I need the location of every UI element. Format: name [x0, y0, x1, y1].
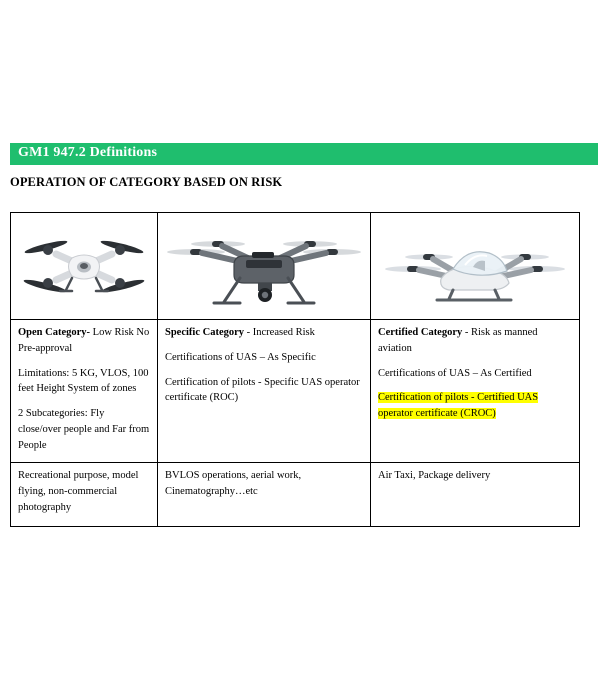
cell-open-use-cases: Recreational purpose, model flying, non-commercial photography [11, 463, 158, 526]
open-category-heading [18, 325, 150, 357]
industrial-drone-specific-category-image [158, 213, 370, 319]
table-row-descriptions [11, 320, 580, 463]
air-taxi-icon [379, 217, 571, 315]
page-subtitle: OPERATION OF CATEGORY BASED ON RISK [10, 175, 283, 189]
specific-category-pilot-cert: Certification of pilots - Specific UAS operator certificate (ROC) [165, 376, 360, 404]
open-category-label: Open Category- [18, 327, 91, 338]
specific-category-heading-rest: - Increased Risk [244, 327, 315, 338]
banner-title: GM1 947.2 Definitions [18, 145, 158, 160]
certified-category-pilot-cert [378, 390, 572, 422]
cell-specific-category [158, 320, 371, 463]
cell-image-certified [371, 213, 580, 320]
certified-category-heading [378, 325, 572, 357]
table-row-images [11, 213, 580, 320]
open-category-heading-rest: Low Risk No Pre-approval [18, 327, 150, 354]
certified-category-label: Certified Category [378, 327, 463, 338]
specific-category-label: Specific Category [165, 327, 245, 338]
quadcopter-open-category-image [11, 213, 157, 319]
section-banner [10, 143, 598, 165]
risk-category-table [10, 212, 580, 527]
open-category-limitations: Limitations: 5 KG, VLOS, 100 feet Height System of zones [18, 367, 149, 395]
certified-category-certifications: Certifications of UAS – As Certified [378, 367, 532, 379]
open-category-subcategories: 2 Subcategories: Fly close/over people and Far from People [18, 408, 150, 451]
passenger-drone-certified-category-image [371, 213, 579, 319]
cell-open-category [11, 320, 158, 463]
cell-image-specific [158, 213, 371, 320]
quadcopter-icon [18, 220, 150, 312]
cell-image-open [11, 213, 158, 320]
industrial-drone-icon [166, 216, 362, 316]
cell-certified-use-cases: Air Taxi, Package delivery [371, 463, 580, 526]
highlighted-text: Certification of pilots - Certified UAS operator certificate (CROC) [378, 392, 539, 419]
specific-category-certifications: Certifications of UAS – As Specific [165, 351, 316, 363]
cell-specific-use-cases: BVLOS operations, aerial work, Cinematography…etc [158, 463, 371, 526]
certified-category-heading-rest: - Risk as manned aviation [378, 327, 538, 354]
specific-category-heading [165, 325, 363, 341]
table-row-use-cases [11, 463, 580, 526]
cell-certified-category [371, 320, 580, 463]
